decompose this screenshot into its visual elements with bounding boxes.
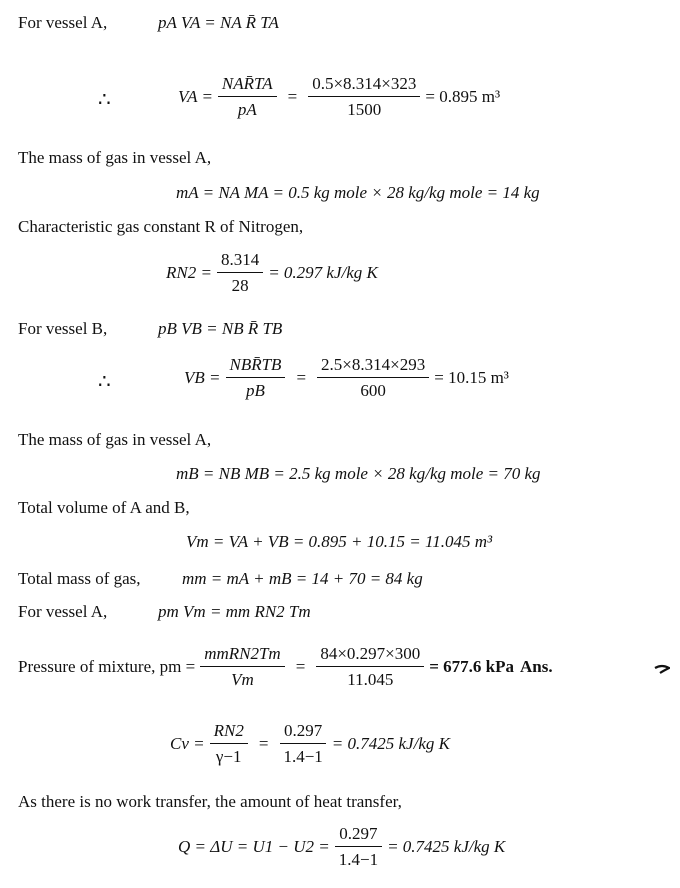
equation-specific-heat [170, 721, 450, 767]
fraction-numerator: 0.297 [335, 824, 381, 847]
equals-sign: = [296, 368, 307, 387]
fraction-numerator: NAR̄TA [218, 74, 277, 97]
answer-label: Ans. [520, 657, 553, 676]
volume-a-symbolic-fraction [218, 74, 277, 120]
gas-constant-fraction [217, 250, 263, 296]
fraction-numerator: RN2 [210, 721, 248, 744]
volume-b-numeric-fraction [317, 355, 429, 401]
specific-heat-lhs: Cv = [170, 734, 205, 753]
equation-total-volume: Vm = VA + VB = 0.895 + 10.15 = 11.045 m³ [186, 532, 493, 551]
pressure-symbolic-fraction [200, 644, 285, 690]
line-total-mass-label: Total mass of gas, [18, 569, 141, 588]
line-vessel-a-label: For vessel A, [18, 13, 108, 32]
equation-mass-b: mB = NB MB = 2.5 kg mole × 28 kg/kg mole = 70 kg [176, 464, 541, 483]
equation-ideal-gas-b: pB VB = NB R̄ TB [158, 319, 283, 338]
line-mass-a-intro: The mass of gas in vessel A, [18, 148, 212, 167]
equation-heat-transfer [178, 824, 505, 870]
volume-b-result: = 10.15 m³ [434, 368, 509, 387]
equals-sign: = [258, 734, 269, 753]
gas-constant-lhs: RN2 = [166, 263, 212, 282]
fraction-numerator: 2.5×8.314×293 [317, 355, 429, 378]
fraction-numerator: NBR̄TB [226, 355, 286, 378]
fraction-numerator: 8.314 [217, 250, 263, 273]
equals-sign: = [287, 87, 298, 106]
line-gas-constant-intro: Characteristic gas constant R of Nitrogen, [18, 217, 304, 236]
line-vessel-a-mixture-label: For vessel A, [18, 602, 108, 621]
pressure-numeric-fraction [316, 644, 424, 690]
pen-mark-icon [654, 664, 670, 674]
specific-heat-numeric-fraction [279, 721, 326, 767]
equation-volume-a [178, 74, 500, 120]
therefore-symbol: ∴ [98, 89, 111, 111]
specific-heat-result: = 0.7425 kJ/kg K [331, 734, 450, 753]
heat-transfer-result: = 0.7425 kJ/kg K [387, 837, 506, 856]
fraction-denominator: γ−1 [215, 747, 242, 766]
volume-a-numeric-fraction [308, 74, 420, 120]
fraction-denominator: Vm [231, 670, 254, 689]
equation-mass-a: mA = NA MA = 0.5 kg mole × 28 kg/kg mole = 14 kg [176, 183, 540, 202]
volume-a-lhs: VA = [178, 87, 213, 106]
fraction-denominator: 1.4−1 [338, 850, 379, 869]
specific-heat-symbolic-fraction [210, 721, 248, 767]
equation-pressure-mixture [18, 644, 553, 690]
line-mass-b-intro: The mass of gas in vessel A, [18, 430, 212, 449]
fraction-denominator: 11.045 [347, 670, 394, 689]
heat-transfer-fraction [335, 824, 382, 870]
therefore-symbol: ∴ [98, 371, 111, 393]
fraction-denominator: 1500 [347, 100, 382, 119]
equation-ideal-gas-a: pA VA = NA R̄ TA [158, 13, 279, 32]
equation-mixture: pm Vm = mm RN2 Tm [158, 602, 311, 621]
fraction-numerator: mmRN2Tm [200, 644, 285, 667]
equals-sign: = [295, 657, 306, 676]
equation-volume-b [184, 355, 509, 401]
fraction-denominator: pA [237, 100, 257, 119]
line-vessel-b-label: For vessel B, [18, 319, 108, 338]
fraction-numerator: 84×0.297×300 [316, 644, 424, 667]
heat-transfer-lhs: Q = ΔU = U1 − U2 = [178, 837, 330, 856]
line-total-volume-intro: Total volume of A and B, [18, 498, 190, 517]
fraction-numerator: 0.5×8.314×323 [308, 74, 420, 97]
line-heat-transfer-intro: As there is no work transfer, the amount of heat transfer, [18, 792, 402, 811]
fraction-denominator: 28 [231, 276, 249, 295]
fraction-numerator: 0.297 [280, 721, 326, 744]
pressure-mixture-result: = 677.6 kPa [429, 657, 515, 676]
equation-total-mass: mm = mA + mB = 14 + 70 = 84 kg [182, 569, 423, 588]
fraction-denominator: 1.4−1 [283, 747, 323, 766]
volume-a-result: = 0.895 m³ [425, 87, 501, 106]
volume-b-symbolic-fraction [226, 355, 286, 401]
fraction-denominator: pB [246, 381, 265, 400]
volume-b-lhs: VB = [184, 368, 221, 387]
pressure-mixture-lhs: Pressure of mixture, pm = [18, 657, 196, 676]
equation-gas-constant [166, 250, 378, 296]
fraction-denominator: 600 [360, 381, 386, 400]
gas-constant-result: = 0.297 kJ/kg K [268, 263, 378, 282]
